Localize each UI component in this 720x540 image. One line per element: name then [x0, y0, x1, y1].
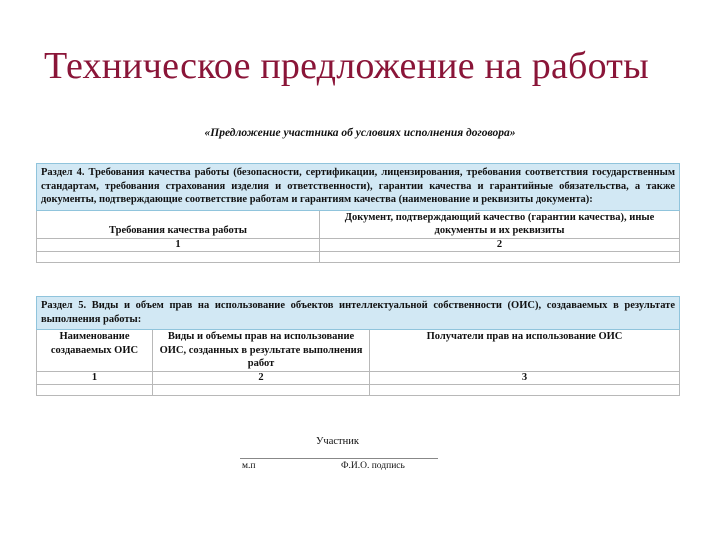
- column-number: 1: [37, 238, 320, 251]
- column-header: Документ, подтверждающий качество (гарантии качества), иные документы и их реквизиты: [320, 210, 680, 238]
- column-number: 1: [37, 371, 153, 384]
- stamp-label: м.п: [242, 461, 256, 471]
- column-header: Получатели прав на использование ОИС: [370, 330, 680, 372]
- section-5-heading: Раздел 5. Виды и объем прав на использование объектов интеллектуальной собственности (ОИС), создаваемых в результате выполнения работы:: [37, 297, 680, 330]
- signature-line: [240, 458, 438, 459]
- empty-cell: [37, 384, 153, 395]
- empty-cell: [37, 251, 320, 262]
- section-4-heading: Раздел 4. Требования качества работы (безопасности, сертификации, лицензирования, требования соответствия государственным стандартам, требования страхования изделия и ответственности), гарантии качества и гарантийные обязательства, а также документы, подтверждающие соответствие работам и гарантиям качества (наименование и реквизиты документа):: [37, 164, 680, 211]
- column-header: Требования качества работы: [37, 210, 320, 238]
- empty-cell: [153, 384, 370, 395]
- participant-label: Участник: [316, 436, 359, 447]
- column-number: 2: [153, 371, 370, 384]
- column-header: Наименование создаваемых ОИС: [37, 330, 153, 372]
- section-4-table: [36, 163, 680, 263]
- slide-title: Техническое предложение на работы: [44, 45, 649, 87]
- form-subtitle: «Предложение участника об условиях исполнения договора»: [204, 127, 516, 139]
- column-header: Виды и объемы прав на использование ОИС, созданных в результате выполнения работ: [153, 330, 370, 372]
- section-5-table: [36, 296, 680, 396]
- empty-cell: [320, 251, 680, 262]
- column-number: 3: [370, 371, 680, 384]
- name-signature-label: Ф.И.О. подпись: [341, 461, 405, 471]
- column-number: 2: [320, 238, 680, 251]
- empty-cell: [370, 384, 680, 395]
